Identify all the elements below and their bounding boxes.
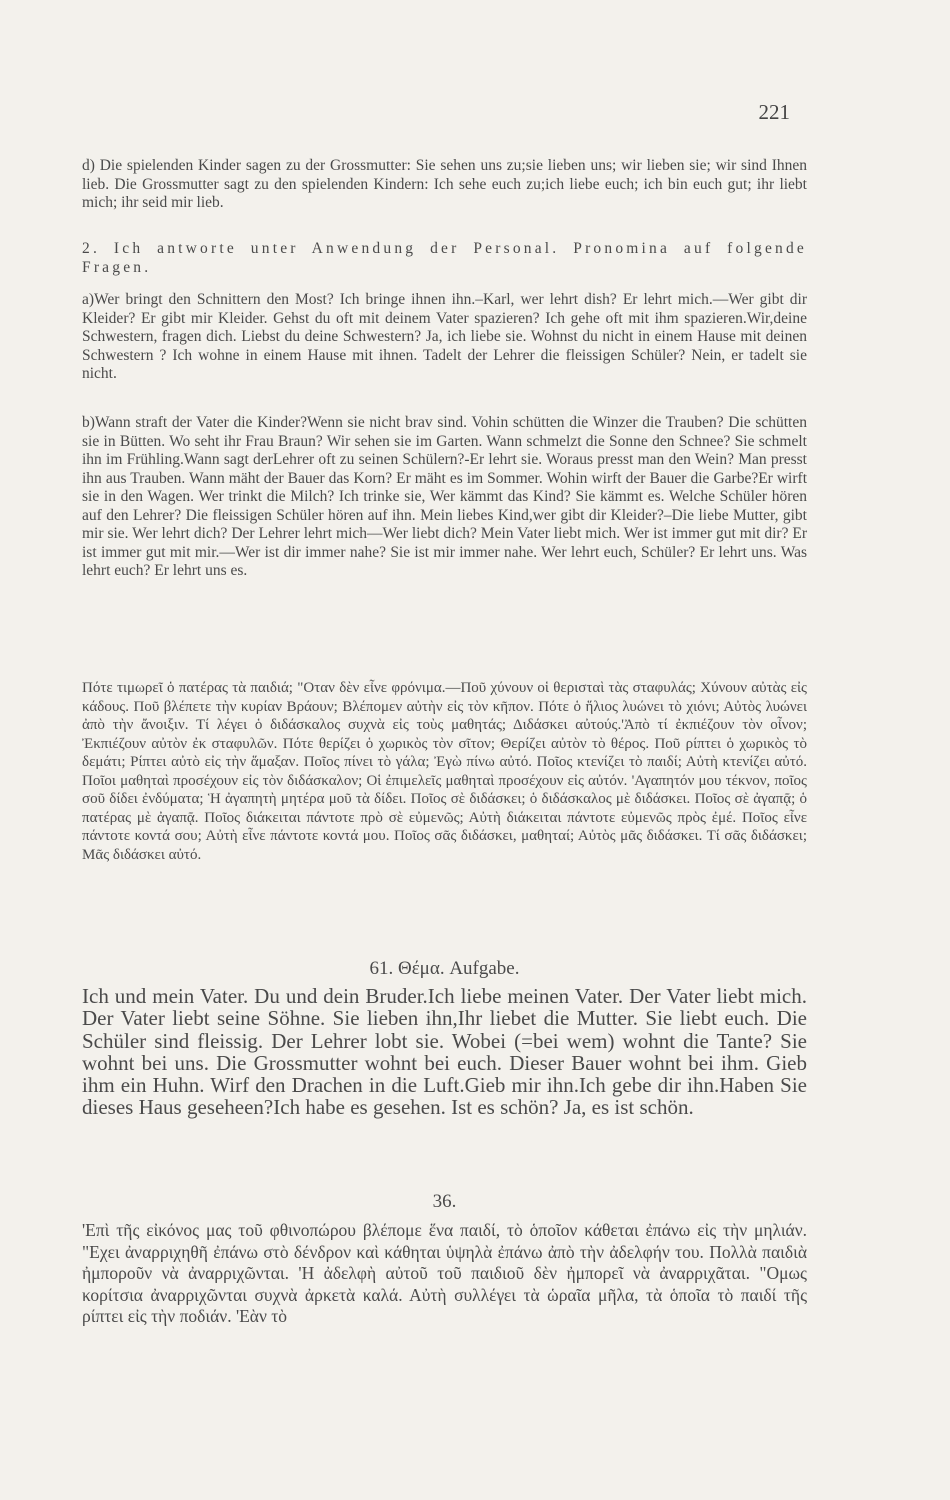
paragraph-d: d) Die spielenden Kinder sagen zu der Grossmutter: Sie sehen uns zu;sie lieben uns; wir lieben sie; wir sind Ihnen lieb. Die Grossmutter sagt zu den spielenden Kindern: Ich sehe euch zu;ich liebe euch; ich bin euch gut; ihr liebt mich; ihr seid mir lieb. <box>82 157 807 211</box>
greek-translation: Πότε τιμωρεῖ ὁ πατέρας τὰ παιδιά; "Οταν δὲν εἶνε φρόνιμα.—Ποῦ χύνουν οἱ θερισταὶ τὰς σταφυλάς; Χύνουν αὐτὰς εἰς κάδους. Ποῦ βλέπετε τὴν κυρίαν Βράουν; Βλέπομεν αὐτὴν εἰς τὸν κῆπον. Πότε ὁ ἥλιος λυώνει τὸ χιόνι; Αὐτὸς λυώνει ἀπὸ τὴν ἄνοιξιν. Τί λέγει ὁ διδάσκαλος συχνὰ εἰς τοὺς μαθητάς; Διδάσκει αὐτούς.'Ἀπὸ τί ἐκπιέζουν τὸν οἶνον; Ἐκπιέζουν αὐτὸν ἐκ σταφυλῶν. Πότε θερίζει ὁ χωρικὸς τὸν σῖτον; Θερίζει αὐτὸν τὸ θέρος. Ποῦ ρίπτει ὁ χωρικὸς τὸ δεμάτι; Ρίπτει αὐτὸ εἰς τὴν ἅμαξαν. Ποῖος πίνει τὸ γάλα; Ἐγὼ πίνω αὐτό. Ποῖος κτενίζει τὸ παιδί; Αὐτὴ κτενίζει αὐτό. Ποῖοι μαθηταὶ προσέχουν εἰς τὸν διδάσκαλον; Οἱ ἐπιμελεῖς μαθηταὶ προσέχουν εἰς αὐτόν. 'Αγαπητόν μου τέκνον, ποῖος σοῦ δίδει ἐνδύματα; Ἡ ἀγαπητὴ μητέρα μοῦ τὰ δίδει. Ποῖος σὲ διδάσκει; ὁ διδάσκαλος μὲ διδάσκει. Ποῖος σὲ ἀγαπᾷ; ὁ πατέρας μὲ ἀγαπᾷ. Ποῖος διάκειται πάντοτε πρὸ σὲ εὐμενῶς; Αὐτὴ διάκειται πάντοτε εὐμενῶς πρὸς ἐμέ. Ποῖος εἶνε πάντοτε κοντά σου; Αὐτὴ εἶνε πάντοτε κοντά μου. Ποῖος σᾶς διδάσκει, μαθηταί; Αὐτὸς μᾶς διδάσκει. Τί σᾶς διδάσκει; Μᾶς διδάσκει αὐτό. <box>82 680 807 863</box>
aufgabe-text: Ich und mein Vater. Du und dein Bruder.Ich liebe meinen Vater. Der Vater liebt mich. Der Vater liebt seine Söhne. Sie lieben ihn,Ihr liebet die Mutter. Sie liebt euch. Die Schüler sind fleissig. Der Lehrer lobt sie. Wobei (=bei wem) wohnt die Tante? Sie wohnt bei uns. Die Grossmutter wohnt bei euch. Dieser Bauer wohnt bei ihm. Gieb ihm ein Huhn. Wirf den Drachen in die Luft.Gieb mir ihn.Ich gebe dir ihn.Haben Sie dieses Haus geseheen?Ich habe es gesehen. Ist es schön? Ja, es ist schön. <box>82 984 807 1120</box>
page-number: 221 <box>758 100 790 124</box>
exercise-2-heading: 2. Ich antworte unter Anwendung der Personal. Pronomina auf folgende Fragen. <box>82 240 807 276</box>
paragraph-b: b)Wann straft der Vater die Kinder?Wenn sie nicht brav sind. Vohin schütten die Winzer die Trauben? Die schütten sie in Bütten. Wo seht ihr Frau Braun? Wir sehen sie im Garten. Wann schmelzt die Sonne den Schnee? Sie schmelt ihn im Frühling.Wann sagt derLehrer oft zu seinen Schülern?-Er lehrt sie. Woraus presst man den Wein? Man presst ihn aus Trauben. Wann mäht der Bauer das Korn? Er mäht es im Sommer. Wohin wirft der Bauer die Garbe?Er wirft sie in den Wagen. Wer trinkt die Milch? Ich trinke sie, Wer kämmt das Kind? Sie kämmt es. Welche Schüler hören auf den Lehrer? Die fleissigen Schüler hören auf ihn. Mein liebes Kind,wer gibt dir Kleider?–Die liebe Mutter, gibt mir sie. Wer lehrt dich? Der Lehrer lehrt mich—Wer liebt dich? Mein Vater liebt mich. Wer ist immer gut mit dir? Er ist immer gut mit mir.—Wer ist dir immer nahe? Sie ist mir immer nahe. Wer lehrt euch, Schüler? Er lehrt uns. Was lehrt euch? Er lehrt uns es. <box>82 414 807 579</box>
lesson-36-heading: 36. <box>432 1191 457 1212</box>
lesson-61-heading: 61. Θέμα. Aufgabe. <box>369 958 520 979</box>
paragraph-a: a)Wer bringt den Schnittern den Most? Ich bringe ihnen ihn.–Karl, wer lehrt dish? Er lehrt mich.—Wer gibt dir Kleider? Er gibt mir Kleider. Gehst du oft mit deinem Vater spazieren? Ich gehe oft mit ihm spazieren.Wir,deine Schwestern, fragen dich. Liebst du deine Schwestern? Ja, ich liebe sie. Wohnst du nicht in einem Hause mit deinen Schwestern ? Ich wohne in einem Hause mit ihnen. Tadelt der Lehrer die fleissigen Schüler? Nein, er tadelt sie nicht. <box>82 291 807 382</box>
lesson-36-text: 'Επὶ τῆς εἰκόνος μας τοῦ φθινοπώρου βλέπομε ἕνα παιδί, τὸ ὁποῖον κάθεται ἐπάνω εἰς τὴν μηλιάν. "Εχει ἀναρριχηθῆ ἐπάνω στὸ δένδρον καὶ κάθηται ὑψηλὰ ἐπάνω ἀπὸ τὴν ἀδελφήν του. Πολλὰ παιδιὰ ἠμποροῦν νὰ ἀναρριχῶνται. 'Η ἀδελφὴ αὐτοῦ τοῦ παιδιοῦ δὲν ἠμπορεῖ νὰ ἀναρριχᾶται. "Ομως κορίτσια ἀναρριχῶνται συχνὰ ἀρκετὰ καλά. Αὐτὴ συλλέγει τὰ ὡραῖα μῆλα, τὰ ὁποῖα τὸ παιδί τῆς ρίπτει εἰς τὴν ποδιάν. 'Εὰν τὸ <box>82 1220 807 1326</box>
